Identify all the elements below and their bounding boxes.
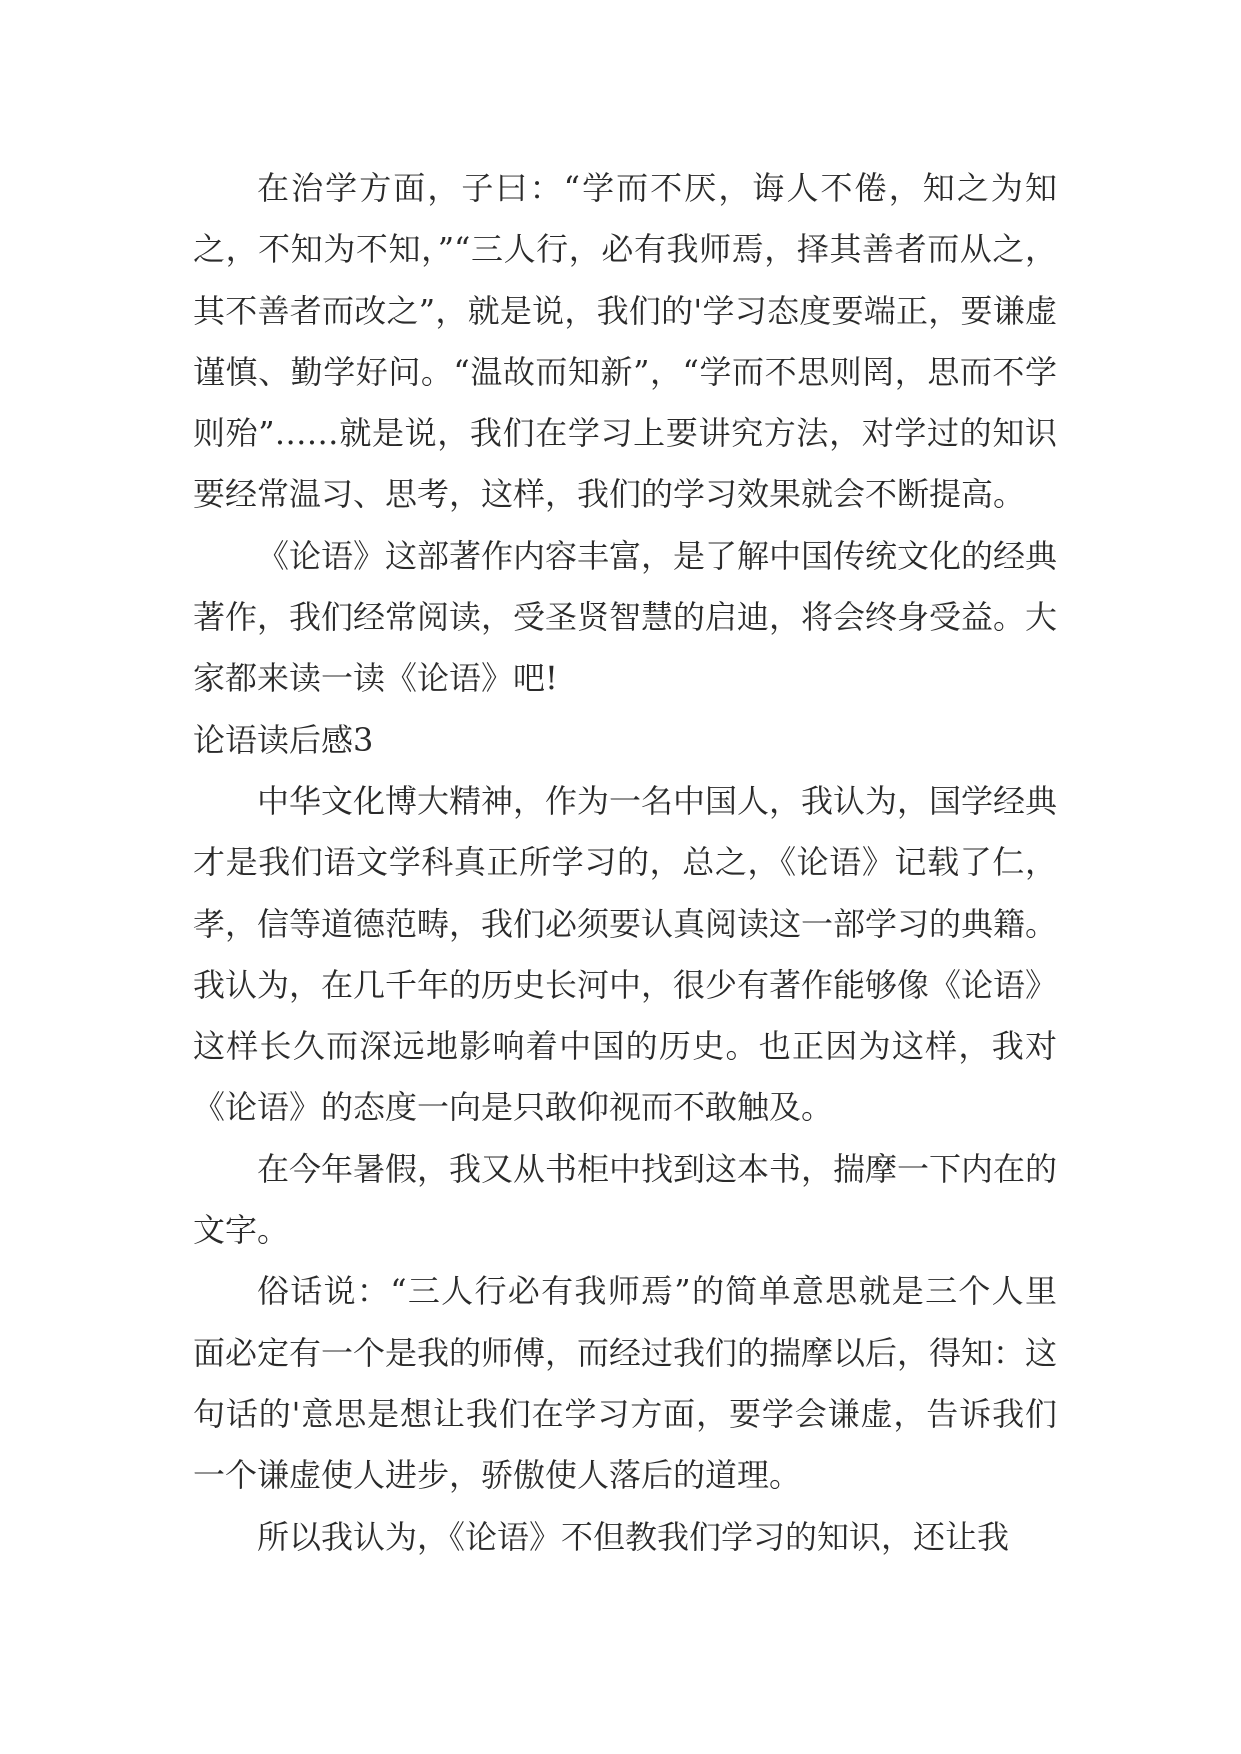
document-body [193,158,1057,1568]
paragraph-study-attitude: 在治学方面，子曰：“学而不厌，诲人不倦，知之为知之，不知为不知，”“三人行，必有我师焉，择其善者而从之，其不善者而改之”，就是说，我们的'学习态度要端正，要谦虚谨慎、勤学好问。“温故而知新”，“学而不思则罔，思而不学则殆”……就是说，我们在学习上要讲究方法，对学过的知识要经常温习、思考，这样，我们的学习效果就会不断提高。 [193,169,1057,514]
paragraph-summer-reading: 在今年暑假，我又从书柜中找到这本书，揣摩一下内在的文字。 [193,1149,1058,1250]
section-heading: 论语读后感3 [193,720,374,759]
paragraph-analects-summary: 《论语》这部著作内容丰富，是了解中国传统文化的经典著作，我们经常阅读，受圣贤智慧的启迪，将会终身受益。大家都来读一读《论语》吧! [193,536,1058,698]
paragraph-chinese-culture: 中华文化博大精神，作为一名中国人，我认为，国学经典才是我们语文学科真正所学习的，总之，《论语》记载了仁，孝，信等道德范畴，我们必须要认真阅读这一部学习的典籍。我认为，在几千年的历史长河中，很少有著作能够像《论语》这样长久而深远地影响着中国的历史。也正因为这样，我对《论语》的态度一向是只敢仰视而不敢触及。 [193,781,1058,1127]
paragraph-three-people: 俗话说：“三人行必有我师焉”的简单意思就是三个人里面必定有一个是我的师傅，而经过我们的揣摩以后，得知：这句话的'意思是想让我们在学习方面，要学会谦虚，告诉我们一个谦虚使人进步，骄傲使人落后的道理。 [193,1272,1058,1495]
paragraph-conclusion: 所以我认为，《论语》不但教我们学习的知识，还让我 [257,1517,1010,1556]
